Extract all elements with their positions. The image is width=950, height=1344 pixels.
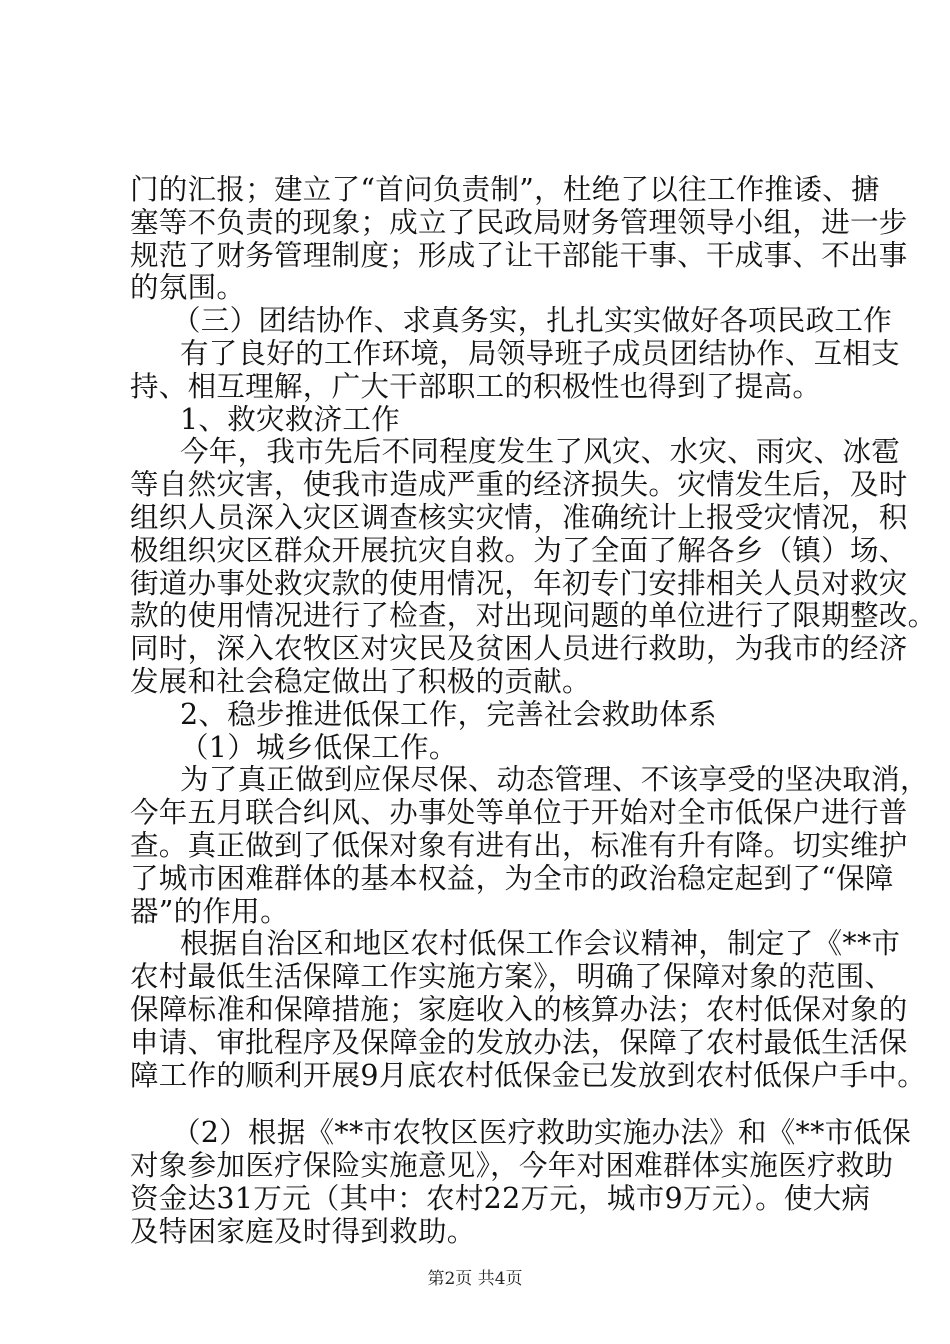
text-line: 根据自治区和地区农村低保工作会议精神，制定了《**市 [180,927,901,960]
section-heading: （三）团结协作、求真务实，扎扎实实做好各项民政工作 [172,304,893,337]
text-line: 的氛围。 [130,271,246,304]
text-line: 街道办事处救灾款的使用情况，年初专门安排相关人员对救灾 [130,567,908,600]
text-line: 保障标准和保障措施；家庭收入的核算办法；农村低保对象的 [130,993,908,1026]
text-line: 及特困家庭及时得到救助。 [130,1215,476,1248]
text-line: 今年五月联合纠风、办事处等单位于开始对全市低保户进行普 [130,796,908,829]
text-line: 门的汇报；建立了“首问负责制”，杜绝了以往工作推诿、搪 [130,173,880,206]
text-line: 有了良好的工作环境，局领导班子成员团结协作、互相支 [180,337,901,370]
text-line: 对象参加医疗保险实施意见》，今年对困难群体实施医疗救助 [130,1149,894,1182]
text-line: 查。真正做到了低保对象有进有出，标准有升有降。切实维护 [130,829,908,862]
text-line: 资金达31万元（其中：农村22万元，城市9万元）。使大病 [130,1182,871,1215]
text-line: 同时，深入农牧区对灾民及贫困人员进行救助，为我市的经济 [130,632,908,665]
subsection-heading: 2、稳步推进低保工作，完善社会救助体系 [180,698,717,731]
text-line: 农村最低生活保障工作实施方案》，明确了保障对象的范围、 [130,960,894,993]
text-line: 塞等不负责的现象；成立了民政局财务管理领导小组，进一步 [130,206,908,239]
page-footer: 第2页 共4页 [427,1269,523,1289]
text-line: 发展和社会稳定做出了积极的贡献。 [130,665,591,698]
text-line: 了城市困难群体的基本权益，为全市的政治稳定起到了“保障 [130,862,894,895]
text-line: 器”的作用。 [130,895,289,928]
text-line: 组织人员深入灾区调查核实灾情，准确统计上报受灾情况，积 [130,501,908,534]
text-line: 今年，我市先后不同程度发生了风灾、水灾、雨灾、冰雹 [180,435,901,468]
text-line: 为了真正做到应保尽保、动态管理、不该享受的坚决取消， [180,763,929,796]
subsection-heading: 1、救灾救济工作 [180,403,401,436]
text-line: 款的使用情况进行了检查，对出现问题的单位进行了限期整改。 [130,599,937,632]
text-line: 申请、审批程序及保障金的发放办法，保障了农村最低生活保 [130,1026,908,1059]
text-line: 等自然灾害，使我市造成严重的经济损失。灾情发生后，及时 [130,468,908,501]
text-line: 障工作的顺利开展9月底农村低保金已发放到农村低保户手中。 [130,1059,927,1092]
text-line: 极组织灾区群众开展抗灾自救。为了全面了解各乡（镇）场、 [130,534,908,567]
subsection-heading: （1）城乡低保工作。 [180,731,458,764]
text-line: （2）根据《**市农牧区医疗救助实施办法》和《**市低保 [172,1116,912,1149]
text-line: 规范了财务管理制度；形成了让干部能干事、干成事、不出事 [130,239,908,272]
text-line: 持、相互理解，广大干部职工的积极性也得到了提高。 [130,370,822,403]
